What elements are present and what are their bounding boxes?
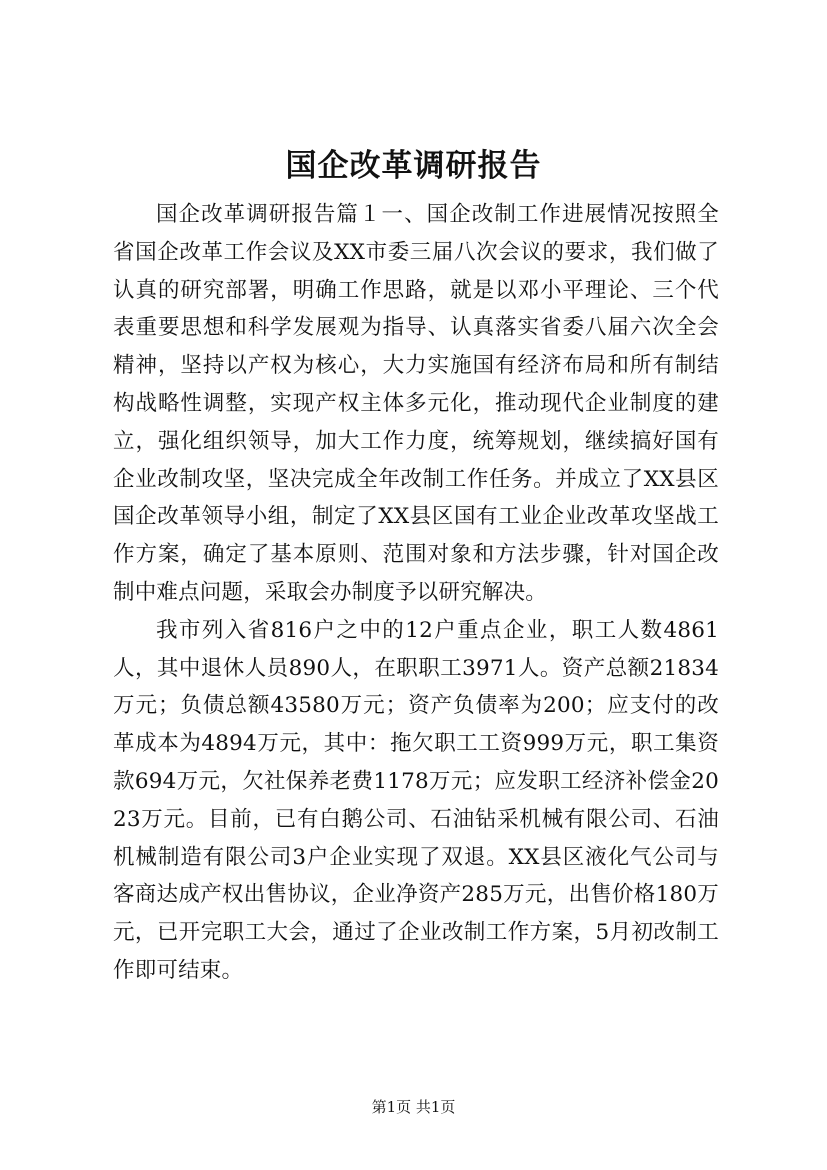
paragraph-1: 国企改革调研报告篇１一、国企改制工作进展情况按照全省国企改革工作会议及XX市委三届八次会议的要求，我们做了认真的研究部署，明确工作思路，就是以邓小平理论、三个代表重要思想和科学发展观为指导、认真落实省委八届六次全会精神，坚持以产权为核心，大力实施国有经济布局和所有制结构战略性调整，实现产权主体多元化，推动现代企业制度的建立，强化组织领导，加大工作力度，统筹规划，继续搞好国有企业改制攻坚，坚决完成全年改制工作任务。并成立了XX县区国企改革领导小组，制定了XX县区国有工业企业改革攻坚战工作方案，确定了基本原则、范围对象和方法步骤，针对国企改制中难点问题，采取会办制度予以研究解决。	[113, 202, 719, 605]
document-body	[113, 196, 719, 990]
page-footer: 第1页 共1页	[371, 1098, 456, 1116]
paragraph-2: 我市列入省816户之中的12户重点企业，职工人数4861人，其中退休人员890人，在职职工3971人。资产总额21834万元；负债总额43580万元；资产负债率为200；应支付的改革成本为4894万元，其中：拖欠职工工资999万元，职工集资款694万元，欠社保养老费1178万元；应发职工经济补偿金2023万元。目前，已有白鹅公司、石油钻采机械有限公司、石油机械制造有限公司3户企业实现了双退。XX县区液化气公司与客商达成产权出售协议，企业净资产285万元，出售价格180万元，已开完职工大会，通过了企业改制工作方案，5月初改制工作即可结束。	[113, 617, 719, 983]
page-title: 国企改革调研报告	[285, 148, 542, 184]
